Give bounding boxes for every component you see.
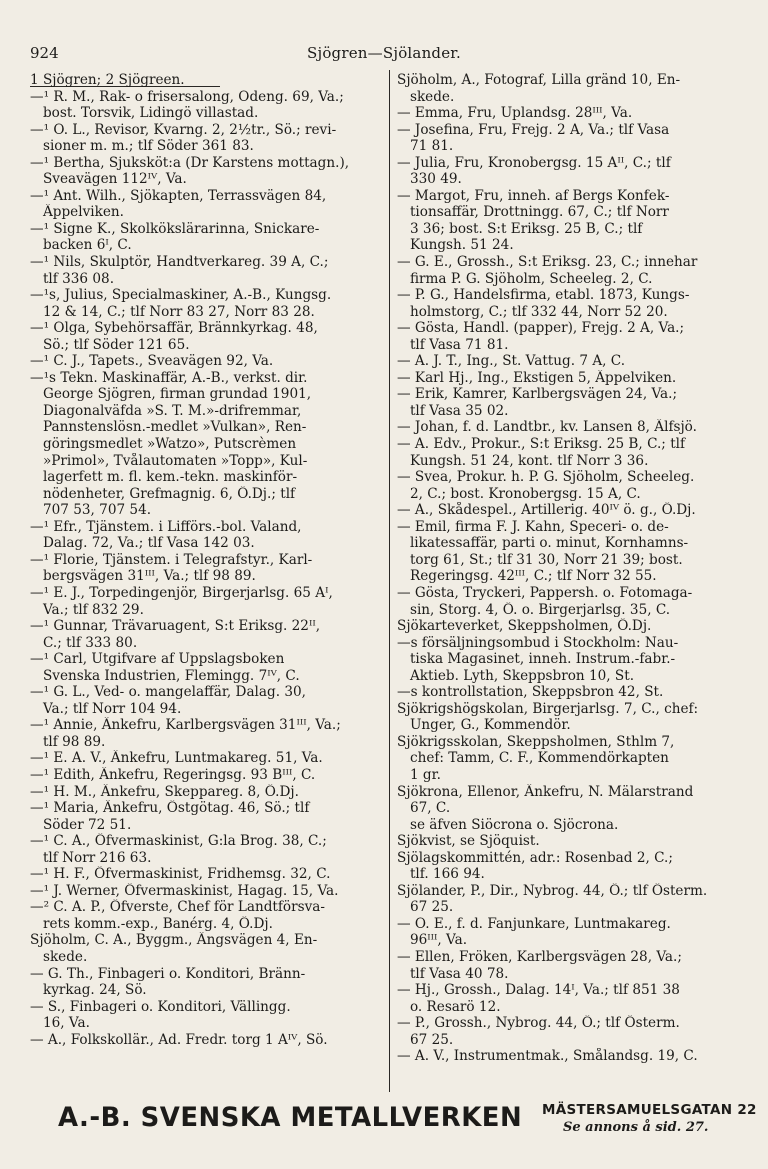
directory-line: se äfven Siöcrona o. Sjöcrona. (397, 816, 619, 833)
directory-line: — A. V., Instrumentmak., Smålandsg. 19, C. (397, 1048, 698, 1065)
directory-line: — Emma, Fru, Uplandsg. 28ᴵᴵᴵ, Va. (397, 105, 633, 122)
directory-line: —¹ C. A., Öfvermaskinist, G:la Brog. 38, C.; (30, 833, 327, 850)
directory-line: — A. J. T., Ing., St. Vattug. 7 A, C. (397, 353, 626, 370)
directory-line: Sjökarteverket, Skeppsholmen, Ö.Dj. (397, 618, 652, 635)
directory-line: Regeringsg. 42ᴵᴵᴵ, C.; tlf Norr 32 55. (397, 568, 657, 585)
directory-line: Diagonalväfda »S. T. M.»-drifremmar, (30, 402, 302, 419)
directory-line: 2, C.; bost. Kronobergsg. 15 A, C. (397, 485, 641, 502)
directory-line: Svenska Industrien, Flemingg. 7ᴵⱽ, C. (30, 667, 300, 684)
directory-line: — G. E., Grossh., S:t Eriksg. 23, C.; innehar (397, 254, 698, 271)
directory-line: 707 53, 707 54. (30, 502, 152, 519)
directory-line: Söder 72 51. (30, 816, 132, 833)
directory-line: —¹ Gunnar, Trävaruagent, S:t Eriksg. 22ᴵᴵ, (30, 618, 321, 635)
directory-line: tlf Vasa 35 02. (397, 402, 509, 419)
directory-line: Pannstenslösn.-medlet »Vulkan», Ren- (30, 419, 307, 436)
directory-line: Äppelviken. (30, 204, 124, 221)
directory-line: —¹ G. L., Ved- o. mangelaffär, Dalag. 30, (30, 684, 306, 701)
directory-line: — Gösta, Handl. (papper), Frejg. 2 A, Va.; (397, 320, 685, 337)
directory-line: 12 & 14, C.; tlf Norr 83 27, Norr 83 28. (30, 303, 315, 320)
directory-line: —¹s Tekn. Maskinaffär, A.-B., verkst. dir. (30, 369, 308, 386)
directory-line: skede. (30, 948, 88, 965)
directory-line: — Ellen, Fröken, Karlbergsvägen 28, Va.; (397, 948, 682, 965)
ad-company-name: A.-B. SVENSKA METALLVERKEN (58, 1102, 523, 1133)
directory-line: tlf 98 89. (30, 733, 106, 750)
advertisement (58, 1102, 757, 1148)
directory-line: tlf Norr 216 63. (30, 849, 152, 866)
directory-line: — Gösta, Tryckeri, Pappersh. o. Fotomaga- (397, 584, 693, 601)
directory-line: tiska Magasinet, inneh. Instrum.-fabr.- (397, 651, 676, 668)
directory-line: —¹ O. L., Revisor, Kvarng. 2, 2½tr., Sö.; revi- (30, 121, 337, 138)
directory-line: chef: Tamm, C. F., Kommendörkapten (397, 750, 669, 767)
directory-line: — O. E., f. d. Fanjunkare, Luntmakareg. (397, 915, 671, 932)
directory-line: Aktieb. Lyth, Skeppsbron 10, St. (397, 667, 635, 684)
directory-line: —s försäljningsombud i Stockholm: Nau- (397, 634, 679, 651)
directory-line: 1 gr. (397, 766, 441, 783)
directory-line: Sjökrigshögskolan, Birgerjarlsg. 7, C., chef: (397, 700, 699, 717)
directory-line: lagerfett m. fl. kem.-tekn. maskinför- (30, 469, 298, 486)
directory-line: — Hj., Grossh., Dalag. 14ᴵ, Va.; tlf 851 38 (397, 982, 680, 999)
directory-line: —¹ Carl, Utgifvare af Uppslagsboken (30, 651, 285, 668)
directory-line: — A., Skådespel., Artillerig. 40ᴵⱽ ö. g., Ö.Dj. (397, 502, 696, 519)
directory-line: nödenheter, Grefmagnig. 6, Ö.Dj.; tlf (30, 485, 296, 502)
directory-line: tlf 336 08. (30, 270, 115, 287)
directory-line: tlf Vasa 71 81. (397, 336, 509, 353)
column-divider (389, 70, 390, 1092)
directory-line: 16, Va. (30, 1015, 90, 1032)
directory-line: — S., Finbageri o. Konditori, Vällingg. (30, 998, 291, 1015)
directory-line: —¹ Florie, Tjänstem. i Telegrafstyr., Karl- (30, 551, 313, 568)
directory-line: —¹ Bertha, Sjuksköt:a (Dr Karstens mottagn.), (30, 154, 350, 171)
directory-line: Kungsh. 51 24, kont. tlf Norr 3 36. (397, 452, 649, 469)
directory-line: 96ᴵᴵᴵ, Va. (397, 932, 468, 949)
directory-line: —¹ C. J., Tapets., Sveavägen 92, Va. (30, 353, 274, 370)
directory-line: holmstorg, C.; tlf 332 44, Norr 52 20. (397, 303, 668, 320)
directory-line: Sveavägen 112ᴵⱽ, Va. (30, 171, 187, 188)
directory-line: 330 49. (397, 171, 462, 188)
directory-line: —s kontrollstation, Skeppsbron 42, St. (397, 684, 664, 701)
directory-line: rets komm.-exp., Banérg. 4, Ö.Dj. (30, 915, 273, 932)
directory-line: Sjökrigsskolan, Skeppsholmen, Sthlm 7, (397, 733, 675, 750)
directory-line: Sjölagskommittén, adr.: Rosenbad 2, C.; (397, 849, 673, 866)
right-column (397, 72, 754, 1065)
directory-line: —² C. A. P., Öfverste, Chef för Landtförsva- (30, 899, 325, 916)
directory-line: —¹ H. M., Änkefru, Skeppareg. 8, Ö.Dj. (30, 783, 299, 800)
directory-line: backen 6ᴵ, C. (30, 237, 132, 254)
left-column (30, 72, 387, 1048)
directory-line: 3 36; bost. S:t Eriksg. 25 B, C.; tlf (397, 220, 643, 237)
directory-line: 71 81. (397, 138, 454, 155)
directory-line: —¹s, Julius, Specialmaskiner, A.-B., Kungsg. (30, 287, 332, 304)
running-head: Sjögren—Sjölander. (307, 44, 461, 62)
directory-line: —¹ Edith, Änkefru, Regeringsg. 93 Bᴵᴵᴵ, C. (30, 766, 316, 783)
directory-line: bergsvägen 31ᴵᴵᴵ, Va.; tlf 98 89. (30, 568, 256, 585)
directory-line: —¹ Efr., Tjänstem. i Lifförs.-bol. Valand, (30, 518, 302, 535)
directory-line: —¹ E. J., Torpedingenjör, Birgerjarlsg. 65 Aᴵ, (30, 584, 333, 601)
directory-line: 67, C. (397, 800, 451, 817)
directory-line: tionsaffär, Drottningg. 67, C.; tlf Norr (397, 204, 669, 221)
directory-line: — Svea, Prokur. h. P. G. Sjöholm, Scheeleg. (397, 469, 695, 486)
directory-line: »Primol», Tvålautomaten »Topp», Kul- (30, 452, 308, 469)
directory-line: —¹ J. Werner, Öfvermaskinist, Hagag. 15, Va. (30, 882, 339, 899)
directory-line: —¹ Maria, Änkefru, Östgötag. 46, Sö.; tlf (30, 800, 310, 817)
directory-line: kyrkag. 24, Sö. (30, 982, 147, 999)
directory-line: sin, Storg. 4, Ö. o. Birgerjarlsg. 35, C. (397, 601, 671, 618)
directory-line: Va.; tlf 832 29. (30, 601, 144, 618)
directory-line: 1 Sjögren; 2 Sjögreen. (30, 72, 185, 88)
directory-line: Sö.; tlf Söder 121 65. (30, 336, 190, 353)
directory-line: Unger, G., Kommendör. (397, 717, 571, 734)
directory-line: — Karl Hj., Ing., Ekstigen 5, Äppelviken. (397, 369, 677, 386)
directory-line: Sjöholm, A., Fotograf, Lilla gränd 10, En- (397, 72, 681, 88)
directory-line: likatessaffär, parti o. minut, Kornhamns- (397, 535, 689, 552)
directory-line: torg 61, St.; tlf 31 30, Norr 21 39; bost. (397, 551, 683, 568)
directory-line: Sjökvist, se Sjöquist. (397, 833, 540, 850)
directory-line: —¹ Ant. Wilh., Sjökapten, Terrassvägen 84, (30, 187, 327, 204)
directory-line: skede. (397, 88, 455, 105)
directory-line: — A., Folkskollär., Ad. Fredr. torg 1 Aᴵⱽ, Sö. (30, 1031, 328, 1048)
directory-line: Dalag. 72, Va.; tlf Vasa 142 03. (30, 535, 255, 552)
directory-line: sioner m. m.; tlf Söder 361 83. (30, 138, 254, 155)
directory-line: —¹ Nils, Skulptör, Handtverkareg. 39 A, C.; (30, 254, 329, 271)
directory-line: o. Resarö 12. (397, 998, 501, 1015)
directory-line: tlf. 166 94. (397, 866, 485, 883)
directory-line: — Emil, firma F. J. Kahn, Speceri- o. de- (397, 518, 669, 535)
page-header (30, 44, 738, 66)
directory-line: firma P. G. Sjöholm, Scheeleg. 2, C. (397, 270, 653, 287)
directory-line: —¹ R. M., Rak- o frisersalong, Odeng. 69, Va.; (30, 88, 344, 105)
directory-line: — A. Edv., Prokur., S:t Eriksg. 25 B, C.; tlf (397, 436, 686, 453)
ad-reference: Se annons å sid. 27. (563, 1120, 709, 1135)
directory-line: —¹ H. F., Öfvermaskinist, Fridhemsg. 32, C. (30, 866, 331, 883)
directory-line: —¹ E. A. V., Änkefru, Luntmakareg. 51, Va. (30, 750, 323, 767)
directory-line: —¹ Olga, Sybehörsaffär, Brännkyrkag. 48, (30, 320, 318, 337)
directory-line: — G. Th., Finbageri o. Konditori, Bränn- (30, 965, 306, 982)
directory-line: Kungsh. 51 24. (397, 237, 514, 254)
directory-line: — Margot, Fru, inneh. af Bergs Konfek- (397, 187, 670, 204)
directory-line: George Sjögren, firman grundad 1901, (30, 386, 312, 403)
directory-line: — Erik, Kamrer, Karlbergsvägen 24, Va.; (397, 386, 678, 403)
directory-line: bost. Torsvik, Lidingö villastad. (30, 105, 259, 122)
directory-line: —¹ Annie, Änkefru, Karlbergsvägen 31ᴵᴵᴵ, Va.; (30, 717, 341, 734)
directory-line: — Josefina, Fru, Frejg. 2 A, Va.; tlf Vasa (397, 121, 670, 138)
directory-line: — P., Grossh., Nybrog. 44, Ö.; tlf Österm. (397, 1015, 680, 1032)
directory-line: C.; tlf 333 80. (30, 634, 138, 651)
directory-line: Sjölander, P., Dir., Nybrog. 44, Ö.; tlf Österm. (397, 882, 708, 899)
directory-line: — P. G., Handelsfirma, etabl. 1873, Kungs- (397, 287, 690, 304)
page-number: 924 (30, 44, 59, 62)
directory-line: 67 25. (397, 1031, 454, 1048)
directory-line: —¹ Signe K., Skolkökslärarinna, Snickare- (30, 220, 320, 237)
directory-line: — Julia, Fru, Kronobergsg. 15 Aᴵᴵ, C.; tlf (397, 154, 671, 171)
directory-line: Sjöholm, C. A., Byggm., Ängsvägen 4, En- (30, 932, 318, 949)
directory-line: 67 25. (397, 899, 454, 916)
directory-line: — Johan, f. d. Landtbr., kv. Lansen 8, Älfsjö. (397, 419, 697, 436)
ad-address: MÄSTERSAMUELSGATAN 22 (542, 1102, 757, 1118)
directory-line: Va.; tlf Norr 104 94. (30, 700, 182, 717)
directory-line: tlf Vasa 40 78. (397, 965, 509, 982)
directory-line: göringsmedlet »Watzo», Putscrèmen (30, 436, 297, 453)
directory-line: Sjökrona, Ellenor, Änkefru, N. Mälarstrand (397, 783, 694, 800)
